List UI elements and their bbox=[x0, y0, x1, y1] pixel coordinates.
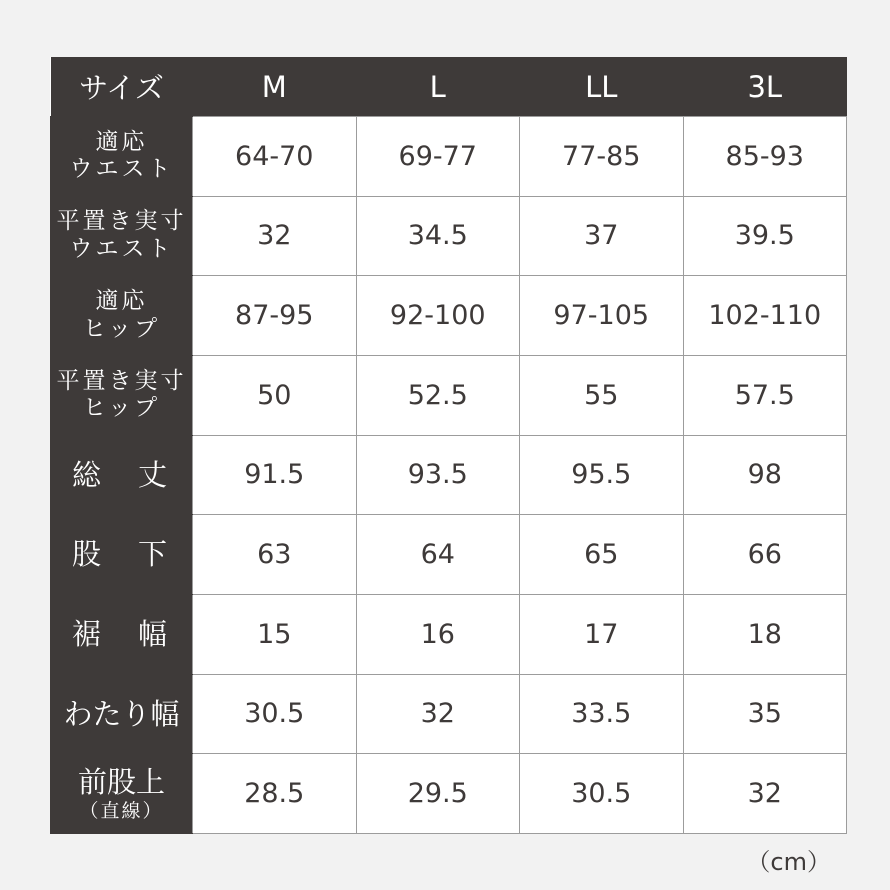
value-cell: 30.5 bbox=[193, 674, 357, 754]
row-label bbox=[51, 594, 193, 674]
value-cell: 64 bbox=[356, 515, 520, 595]
value-cell: 57.5 bbox=[683, 355, 847, 435]
value-cell: 35 bbox=[683, 674, 847, 754]
row-fit-hip bbox=[51, 276, 847, 356]
header-row bbox=[51, 57, 847, 117]
value-cell: 30.5 bbox=[520, 754, 684, 834]
row-label-line: ウエスト bbox=[69, 235, 174, 262]
row-label-line: 平置き実寸 bbox=[56, 367, 187, 394]
header-size-ll: LL bbox=[520, 57, 684, 117]
value-cell: 66 bbox=[683, 515, 847, 595]
value-cell: 16 bbox=[356, 594, 520, 674]
header-size-3l: 3L bbox=[683, 57, 847, 117]
header-size-m: M bbox=[193, 57, 357, 117]
value-cell: 33.5 bbox=[520, 674, 684, 754]
value-cell: 98 bbox=[683, 435, 847, 515]
row-label-line: ウエスト bbox=[69, 156, 174, 183]
row-label-text: 股 下 bbox=[71, 537, 171, 572]
row-label bbox=[51, 355, 193, 435]
row-thigh-width bbox=[51, 674, 847, 754]
row-label bbox=[51, 196, 193, 276]
size-chart-table bbox=[50, 57, 847, 834]
row-label-sublabel: （直線） bbox=[79, 799, 164, 822]
row-total-length bbox=[51, 435, 847, 515]
row-label-text: 前股上 bbox=[77, 764, 165, 799]
row-label bbox=[51, 754, 193, 834]
row-label-line: 適応 bbox=[95, 288, 148, 315]
row-label bbox=[51, 117, 193, 197]
value-cell: 93.5 bbox=[356, 435, 520, 515]
value-cell: 34.5 bbox=[356, 196, 520, 276]
value-cell: 102-110 bbox=[683, 276, 847, 356]
value-cell: 29.5 bbox=[356, 754, 520, 834]
row-hem-width bbox=[51, 594, 847, 674]
header-corner: サイズ bbox=[51, 57, 193, 117]
value-cell: 92-100 bbox=[356, 276, 520, 356]
value-cell: 64-70 bbox=[193, 117, 357, 197]
row-label-text: 裾 幅 bbox=[71, 616, 171, 651]
unit-note: （cm） bbox=[746, 848, 831, 876]
row-front-rise bbox=[51, 754, 847, 834]
row-label bbox=[51, 276, 193, 356]
value-cell: 97-105 bbox=[520, 276, 684, 356]
value-cell: 18 bbox=[683, 594, 847, 674]
value-cell: 32 bbox=[683, 754, 847, 834]
value-cell: 52.5 bbox=[356, 355, 520, 435]
row-label bbox=[51, 515, 193, 595]
row-label-line: ヒップ bbox=[82, 315, 161, 342]
value-cell: 95.5 bbox=[520, 435, 684, 515]
row-fit-waist bbox=[51, 117, 847, 197]
value-cell: 69-77 bbox=[356, 117, 520, 197]
value-cell: 55 bbox=[520, 355, 684, 435]
row-label-line: 適応 bbox=[95, 128, 148, 155]
row-inseam bbox=[51, 515, 847, 595]
value-cell: 39.5 bbox=[683, 196, 847, 276]
row-label bbox=[51, 674, 193, 754]
value-cell: 32 bbox=[193, 196, 357, 276]
value-cell: 85-93 bbox=[683, 117, 847, 197]
row-flat-waist bbox=[51, 196, 847, 276]
row-label-text: わたり幅 bbox=[63, 696, 180, 731]
value-cell: 32 bbox=[356, 674, 520, 754]
row-label-line: 平置き実寸 bbox=[56, 208, 187, 235]
value-cell: 15 bbox=[193, 594, 357, 674]
value-cell: 37 bbox=[520, 196, 684, 276]
row-label bbox=[51, 435, 193, 515]
header-size-l: L bbox=[356, 57, 520, 117]
value-cell: 50 bbox=[193, 355, 357, 435]
row-label-line: ヒップ bbox=[82, 395, 161, 422]
value-cell: 77-85 bbox=[520, 117, 684, 197]
row-flat-hip bbox=[51, 355, 847, 435]
value-cell: 63 bbox=[193, 515, 357, 595]
value-cell: 91.5 bbox=[193, 435, 357, 515]
value-cell: 65 bbox=[520, 515, 684, 595]
value-cell: 17 bbox=[520, 594, 684, 674]
value-cell: 28.5 bbox=[193, 754, 357, 834]
value-cell: 87-95 bbox=[193, 276, 357, 356]
row-label-text: 総 丈 bbox=[71, 457, 171, 492]
